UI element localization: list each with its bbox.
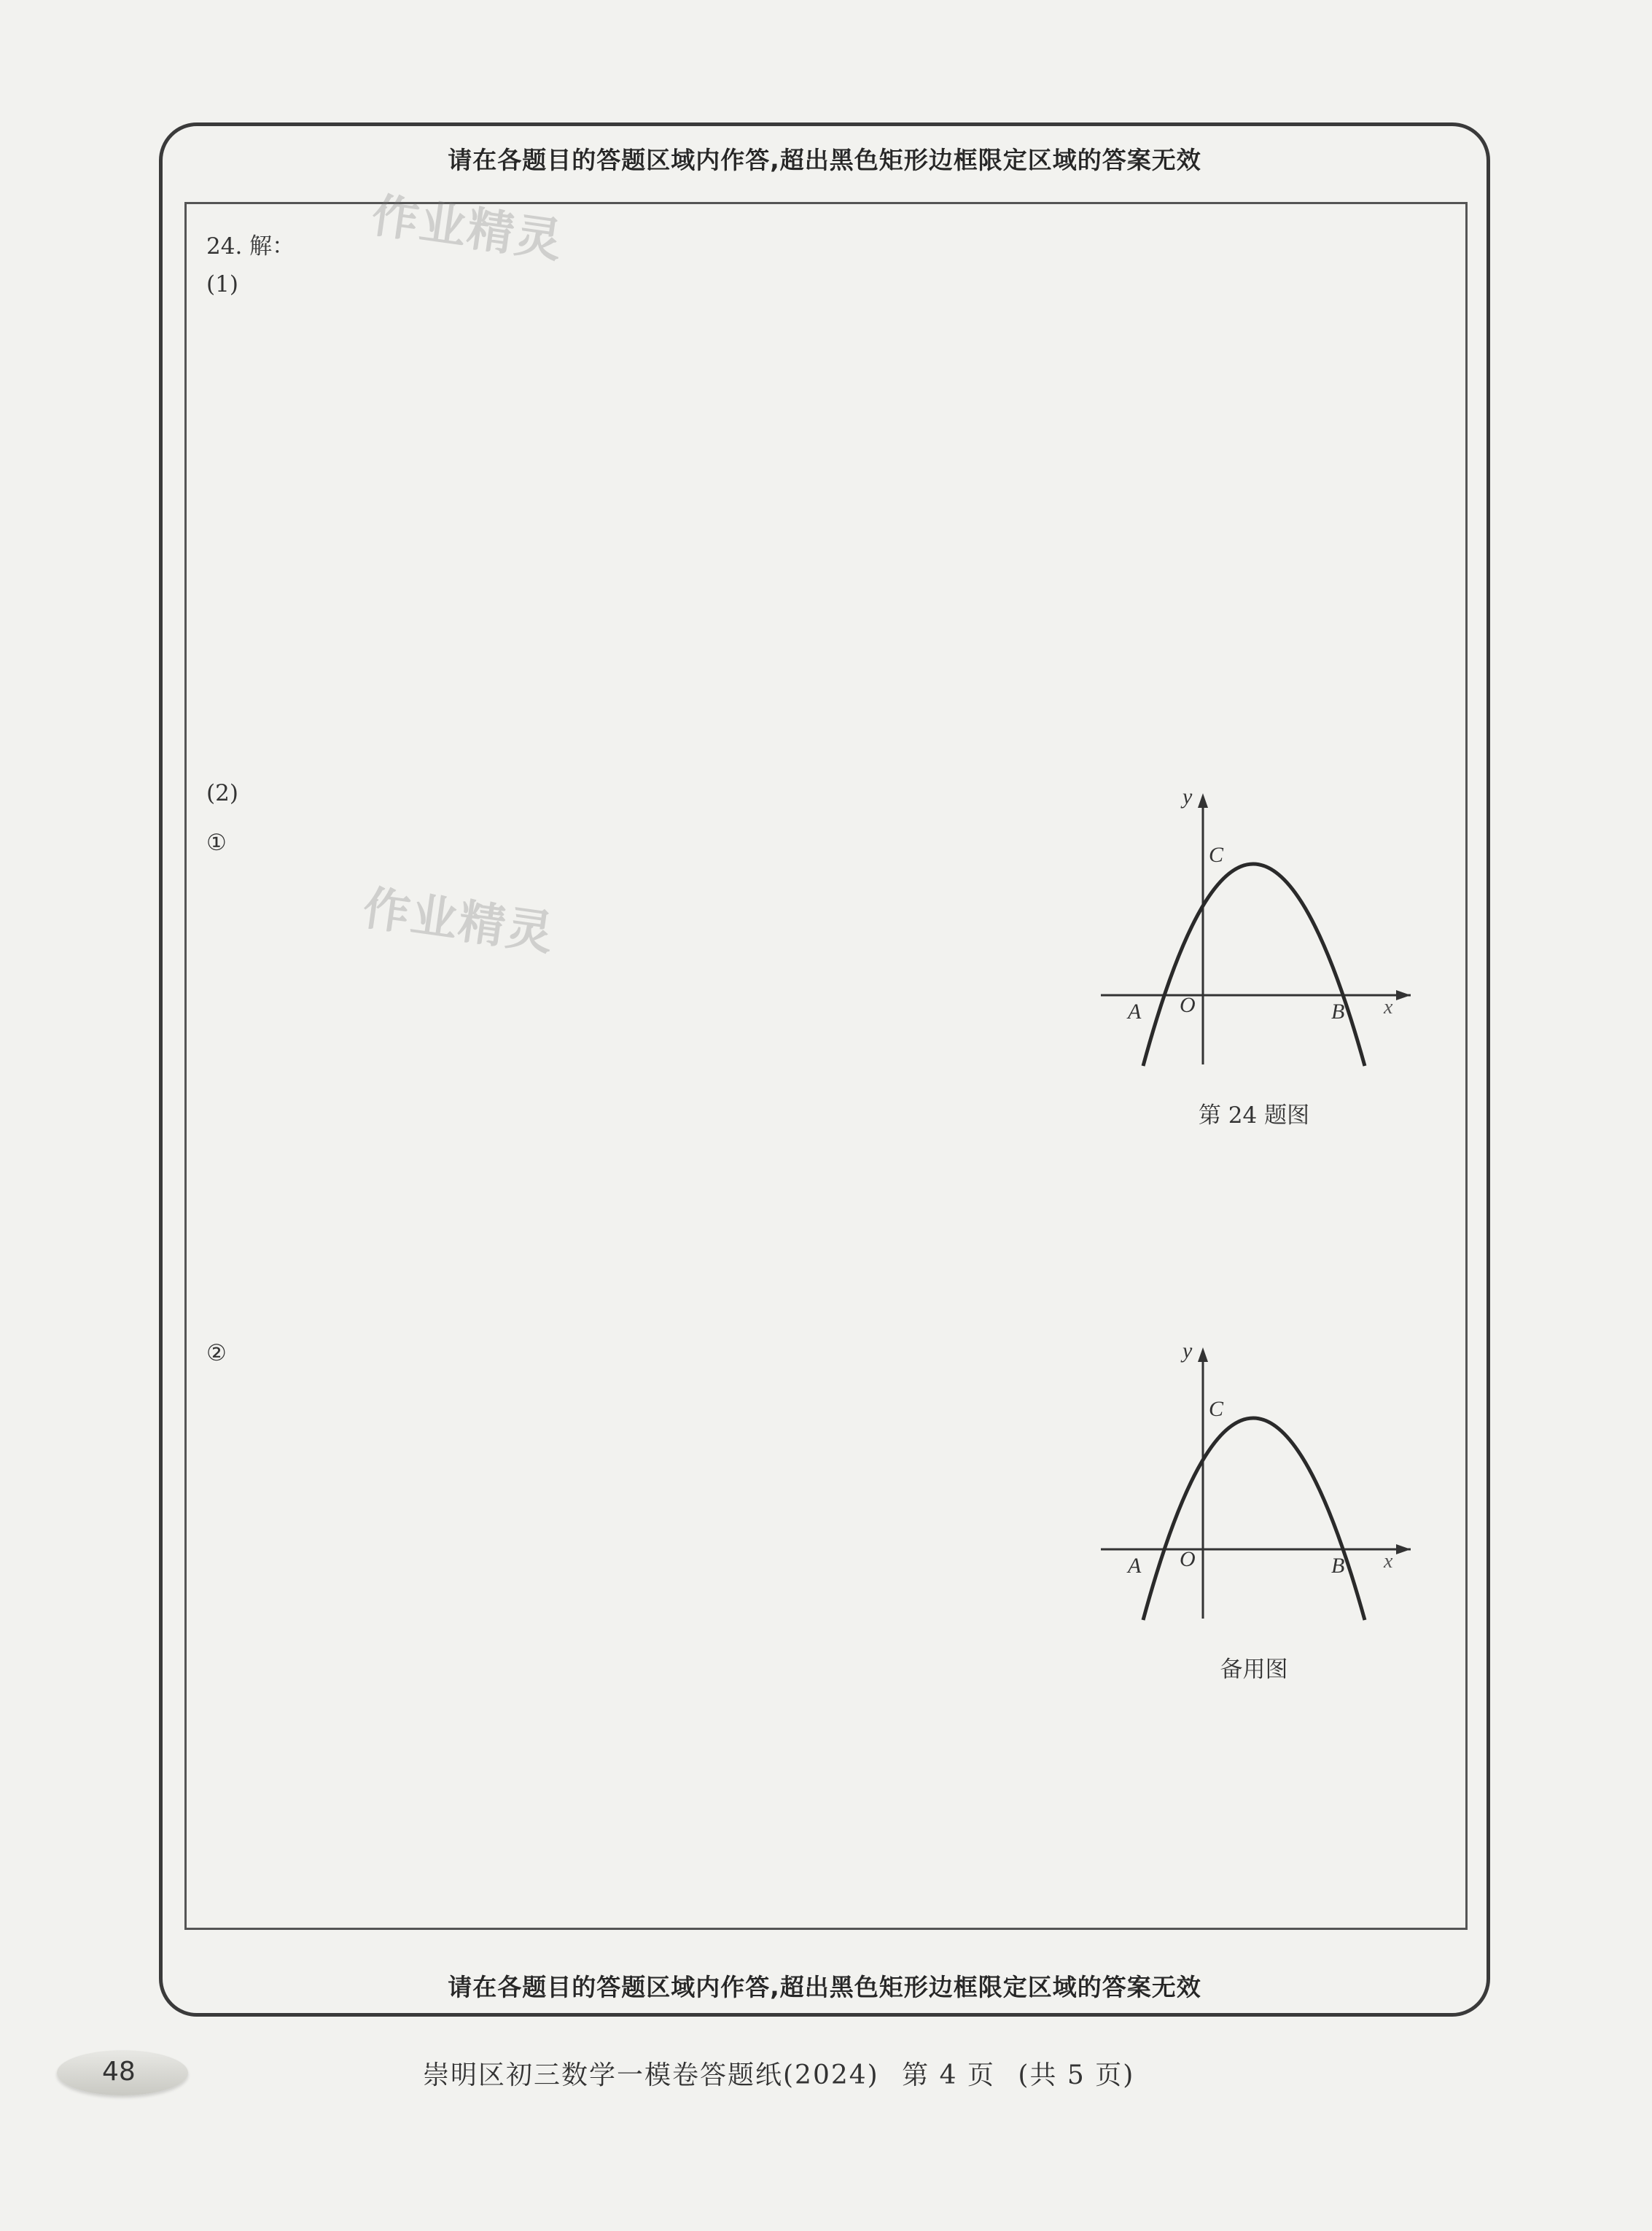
x-axis-label: x [1384,996,1393,1019]
x-axis-arrow [1396,990,1411,1000]
footer [423,2055,1148,2092]
watermark-top: 作业精灵 [368,188,567,269]
page-badge-number: 48 [102,2057,136,2087]
point-c-label: C [1209,1397,1224,1421]
question-number: 24. 解： [206,233,295,260]
point-b-label: B [1331,1000,1345,1024]
x-axis-label: x [1384,1550,1393,1573]
x-axis-arrow [1396,1544,1411,1554]
point-b-label: B [1331,1554,1345,1578]
footer-title: 崇明区初三数学一模卷答题纸(2024) [423,2060,879,2090]
sub-question-2-label: ② [206,1340,227,1366]
origin-o-label: O [1180,993,1196,1017]
notice-top: 请在各题目的答题区域内作答,超出黑色矩形边框限定区域的答案无效 [448,146,1201,174]
point-a-label: A [1128,1000,1142,1024]
point-c-label: C [1209,843,1224,867]
backup-figure-caption: 备用图 [1220,1656,1288,1683]
backup-figure-graph [1094,1334,1429,1633]
part-2-label: (2) [206,780,238,806]
y-axis-arrow [1198,1347,1208,1362]
sub-question-1-label: ① [206,830,227,856]
figure-24-caption: 第 24 题图 [1198,1102,1310,1129]
notice-bottom: 请在各题目的答题区域内作答,超出黑色矩形边框限定区域的答案无效 [448,1973,1201,2001]
y-axis-arrow [1198,793,1208,808]
y-axis-label: y [1182,1339,1193,1363]
footer-page: 第 4 页 [902,2060,995,2090]
figure-24-graph [1094,780,1429,1079]
y-axis-label: y [1182,784,1193,809]
watermark-middle: 作业精灵 [359,881,558,962]
point-a-label: A [1128,1554,1142,1578]
footer-total: (共 5 页) [1018,2060,1135,2090]
parabola-curve [1143,864,1365,1066]
parabola-curve [1143,1418,1365,1620]
part-1-label: (1) [206,271,238,297]
origin-o-label: O [1180,1547,1196,1571]
